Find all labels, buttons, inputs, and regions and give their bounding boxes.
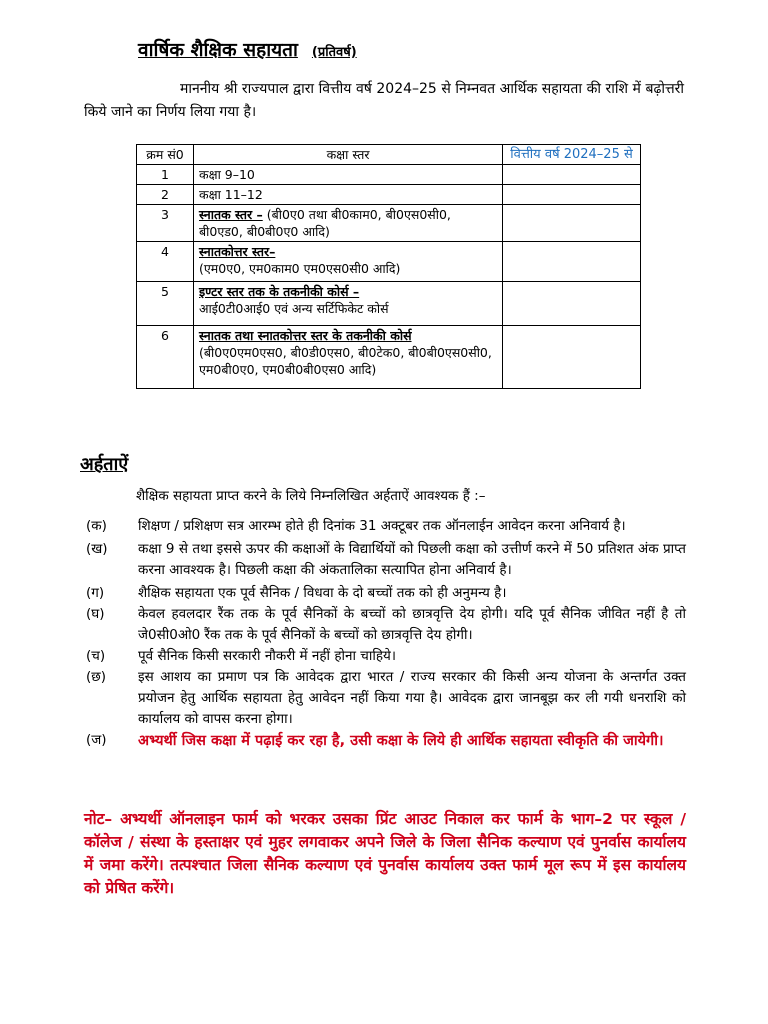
table-header-row [137, 145, 641, 165]
table-row [137, 185, 641, 205]
row-level [194, 165, 503, 185]
row-desc: कक्षा 11–12 [199, 187, 263, 202]
list-item [86, 604, 686, 646]
row-no: 5 [137, 282, 194, 326]
row-no: 6 [137, 326, 194, 389]
row-no: 4 [137, 242, 194, 282]
table-row [137, 326, 641, 389]
row-title: स्नातक स्तर – [199, 207, 263, 222]
title-note: (प्रतिवर्ष) [311, 45, 357, 60]
list-item [86, 646, 686, 667]
item-label: (घ) [86, 606, 105, 622]
row-amount [503, 242, 641, 282]
row-desc: आई0टी0आई0 एवं अन्य सर्टिफिकेट कोर्स [199, 301, 389, 316]
row-level [194, 185, 503, 205]
intro-paragraph: माननीय श्री राज्यपाल द्वारा वित्तीय वर्ष 2024–25 से निम्नवत आर्थिक सहायता की राशि में बढ़ोत्तरी किये जाने का निर्णय लिया गया है। [84, 81, 684, 120]
table-row [137, 282, 641, 326]
item-label: (ज) [86, 732, 107, 748]
eligibility-lead: शैक्षिक सहायता प्राप्त करने के लिये निम्नलिखित अर्हताऐं आवश्यक हैं :– [136, 488, 486, 504]
eligibility-heading: अर्हताऐं [80, 454, 129, 475]
item-text: कक्षा 9 से तथा इससे ऊपर की कक्षाओं के विद्यार्थियों को पिछली कक्षा को उत्तीर्ण करने में 50 प्रतिशत अंक प्राप्त करना आवश्यक है। पिछली कक्षा की अंकतालिका सत्यापित होना अनिवार्य है। [138, 541, 686, 578]
list-item [86, 730, 686, 752]
table-row [137, 205, 641, 242]
row-desc: (बी0ए0 तथा बी0काम0, बी0एस0सी0, बी0एड0, बी0बी0ए0 आदि) [199, 207, 451, 239]
row-no: 2 [137, 185, 194, 205]
row-amount [503, 282, 641, 326]
item-label: (क) [86, 518, 107, 534]
row-amount [503, 326, 641, 389]
item-text: पूर्व सैनिक किसी सरकारी नौकरी में नहीं होना चाहिये। [138, 648, 396, 664]
list-item [86, 583, 686, 604]
row-title: स्नातकोत्तर स्तर– [199, 244, 276, 259]
row-no: 1 [137, 165, 194, 185]
item-label: (ग) [86, 585, 105, 601]
item-text: इस आशय का प्रमाण पत्र कि आवेदक द्वारा भारत / राज्य सरकार की किसी अन्य योजना के अन्तर्गत उक्त प्रयोजन हेतु आर्थिक सहायता हेतु आवेदन नहीं किया गया है। आवेदक द्वारा जानबूझ कर ली गयी धनराशि को कार्यालय को वापस करना होगा। [138, 669, 686, 727]
row-level [194, 282, 503, 326]
note-paragraph: नोट– अभ्यर्थी ऑनलाइन फार्म को भरकर उसका प्रिंट आउट निकाल कर फार्म के भाग–2 पर स्कूल / कॉलेज / संस्था के हस्ताक्षर एवं मुहर लगवाकर अपने जिले के जिला सैनिक कल्याण एवं पुनर्वास कार्यालय में जमा करेंगे। तत्पश्चात जिला सैनिक कल्याण एवं पुनर्वास कार्यालय उक्त फार्म मूल रूप में इस कार्यालय को प्रेषित करेंगे। [84, 810, 686, 897]
row-level [194, 242, 503, 282]
item-label: (ख) [86, 541, 108, 557]
list-item [86, 539, 686, 581]
row-amount [503, 205, 641, 242]
row-desc: कक्षा 9–10 [199, 167, 255, 182]
row-no: 3 [137, 205, 194, 242]
row-desc: (एम0ए0, एम0काम0 एम0एस0सी0 आदि) [199, 261, 401, 276]
item-text: शिक्षण / प्रशिक्षण सत्र आरम्भ होते ही दिनांक 31 अक्टूबर तक ऑनलाईन आवेदन करना अनिवार्य है। [138, 518, 626, 534]
header-year: वित्तीय वर्ष 2024–25 से [503, 145, 641, 165]
row-amount [503, 185, 641, 205]
title-text: वार्षिक शैक्षिक सहायता [138, 39, 298, 61]
table-row [137, 165, 641, 185]
eligibility-list [86, 516, 686, 752]
header-serial: क्रम सं0 [137, 145, 194, 165]
row-level [194, 326, 503, 389]
item-label: (छ) [86, 669, 106, 685]
table-row [137, 242, 641, 282]
document-title [138, 36, 357, 62]
row-amount [503, 165, 641, 185]
item-text: शैक्षिक सहायता एक पूर्व सैनिक / विधवा के दो बच्चों तक को ही अनुमन्य है। [138, 585, 507, 601]
header-level: कक्षा स्तर [194, 145, 503, 165]
item-text: केवल हवलदार रैंक तक के पूर्व सैनिकों के बच्चों को छात्रवृत्ति देय होगी। यदि पूर्व सैनिक जीवित नहीं है तो जे0सी0ओ0 रैंक तक के पूर्व सैनिकों के बच्चों को छात्रवृत्ति देय होगी। [138, 606, 686, 643]
list-item [86, 516, 686, 537]
list-item [86, 667, 686, 730]
row-level [194, 205, 503, 242]
item-text: अभ्यर्थी जिस कक्षा में पढ़ाई कर रहा है, उसी कक्षा के लिये ही आर्थिक सहायता स्वीकृति की जायेगी। [138, 733, 664, 749]
row-title: इण्टर स्तर तक के तकनीकी कोर्स – [199, 284, 360, 299]
item-label: (च) [86, 648, 106, 664]
row-desc: (बी0ए0एम0एस0, बी0डी0एस0, बी0टेक0, बी0बी0एस0सी0, एम0बी0ए0, एम0बी0बी0एस0 आदि) [199, 345, 492, 377]
assistance-table [136, 144, 641, 389]
row-title: स्नातक तथा स्नातकोत्तर स्तर के तकनीकी कोर्स [199, 328, 412, 343]
